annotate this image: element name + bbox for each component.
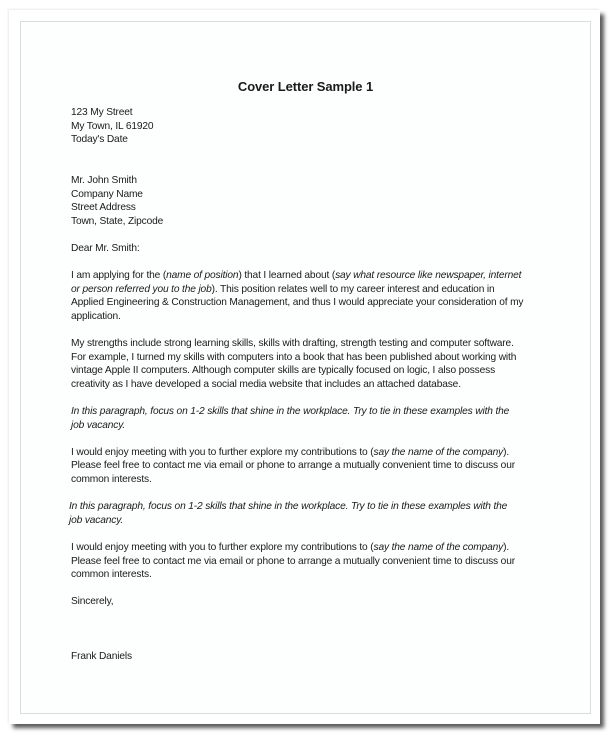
text-line: In this paragraph, focus on 1-2 skills that shine in the workplace. Try to tie in these examples with the (71, 406, 510, 418)
text-line: Please feel free to contact me via email or phone to arrange a mutually convenient time to discuss our (71, 555, 515, 567)
text-run: ) that I learned about ( (238, 270, 336, 282)
text-line: Applied Engineering & Construction Management, and thus I would appreciate your consideration of my (71, 297, 524, 309)
sign-off: Sincerely, (71, 596, 114, 608)
text-line: creativity as I have developed a social media website that includes an attached database. (71, 378, 461, 390)
text-run: ). (503, 542, 510, 553)
sender-street: 123 My Street (71, 107, 133, 118)
sender-city: My Town, IL 61920 (71, 120, 154, 132)
text-run: ). This position relates well to my career interest and education in (211, 283, 495, 295)
intro-paragraph (71, 269, 561, 323)
salutation: Dear Mr. Smith: (71, 242, 140, 254)
text-line: common interests. (71, 569, 152, 581)
text-line: Please feel free to contact me via email or phone to arrange a mutually convenient time to discuss our (71, 460, 515, 472)
recipient-company: Company Name (71, 188, 143, 200)
recipient-city: Town, State, Zipcode (71, 215, 164, 227)
placeholder-text: or person referred you to the job (71, 283, 212, 295)
document-page (20, 21, 591, 714)
strengths-paragraph (71, 337, 561, 391)
placeholder-text: name of position (166, 270, 239, 282)
placeholder-text: say the name of the company (373, 542, 504, 553)
guidance-paragraph-2 (69, 500, 561, 527)
recipient-name: Mr. John Smith (71, 174, 137, 186)
text-run: I would enjoy meeting with you to further explore my contributions to ( (71, 446, 374, 458)
text-line: My strengths include strong learning skills, skills with drafting, strength testing and computer software. (71, 338, 514, 350)
text-run: I am applying for the ( (71, 270, 167, 282)
recipient-address (71, 174, 561, 228)
closing-paragraph-1 (71, 446, 561, 487)
text-line: application. (71, 310, 121, 322)
letter-date: Today's Date (71, 134, 128, 146)
text-line: In this paragraph, focus on 1-2 skills that shine in the workplace. Try to tie in these examples with the (69, 501, 508, 513)
text-run: I would enjoy meeting with you to further explore my contributions to ( (71, 542, 374, 553)
signature-name: Frank Daniels (71, 650, 132, 662)
text-line: common interests. (71, 474, 152, 486)
recipient-street: Street Address (71, 202, 136, 214)
document-title: Cover Letter Sample 1 (237, 79, 374, 94)
placeholder-text: say what resource like newspaper, internet (335, 270, 522, 282)
document-card (9, 10, 600, 724)
text-line: job vacancy. (69, 514, 124, 526)
text-line: For example, I turned my skills with computers into a book that has been published about working with (71, 351, 517, 363)
text-line: vintage Apple II computers. Although computer skills are typically focused on logic, I also possess (71, 365, 496, 377)
sender-address (71, 106, 561, 147)
guidance-paragraph-1 (71, 405, 561, 432)
placeholder-text: say the name of the company (373, 446, 504, 458)
text-line: job vacancy. (71, 419, 126, 431)
letter-body (71, 106, 561, 663)
text-run: ). (503, 446, 510, 458)
closing-paragraph-2 (71, 541, 561, 582)
